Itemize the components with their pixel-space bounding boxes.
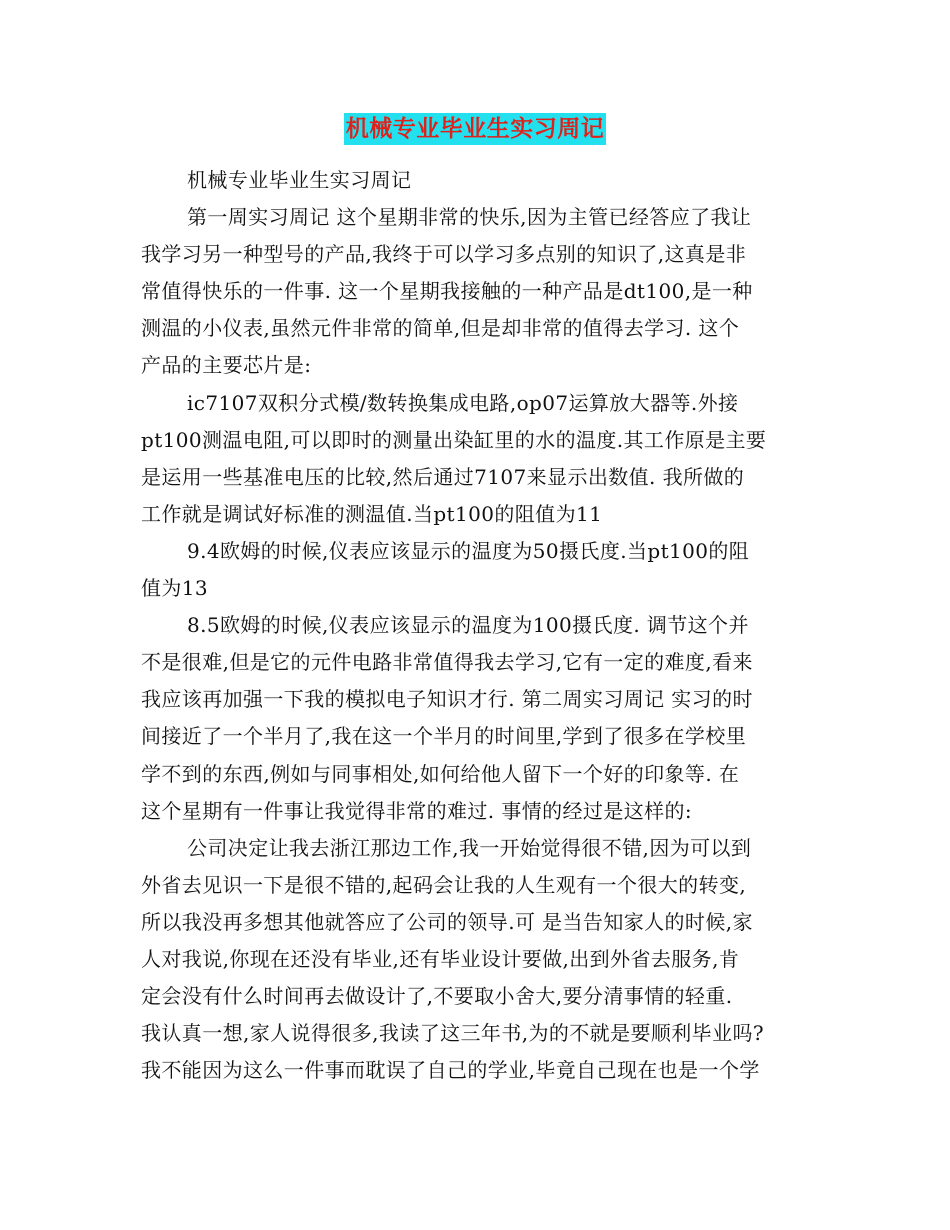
text-line: 公司决定让我去浙江那边工作,我一开始觉得很不错,因为可以到 [187, 835, 752, 860]
text-line: 不是很难,但是它的元件电路非常值得我去学习,它有一定的难度,看来 [141, 650, 753, 675]
text-line: 这个星期有一件事让我觉得非常的难过. 事情的经过是这样的: [141, 798, 693, 823]
document-body [141, 162, 831, 1089]
text-line: 我不能因为这么一件事而耽误了自己的学业,毕竟自己现在也是一个学 [141, 1058, 760, 1083]
text-line: 测温的小仪表,虽然元件非常的简单,但是却非常的值得去学习. 这个 [141, 316, 740, 341]
text-line: 间接近了一个半月了,我在这一个半月的时间里,学到了很多在学校里 [141, 724, 747, 749]
text-line: 我学习另一种型号的产品,我终于可以学习多点别的知识了,这真是非 [141, 242, 747, 267]
text-line: 工作就是调试好标准的测温值.当pt100的阻值为11 [141, 501, 603, 526]
text-line: pt100测温电阻,可以即时的测量出染缸里的水的温度.其工作原是主要 [141, 427, 767, 452]
text-line: 学不到的东西,例如与同事相处,如何给他人留下一个好的印象等. 在 [141, 761, 740, 786]
text-line: 产品的主要芯片是: [141, 353, 312, 378]
document-title: 机械专业毕业生实习周记 [344, 113, 607, 145]
text-line: 9.4欧姆的时候,仪表应该显示的温度为50摄氏度.当pt100的阻 [187, 538, 750, 563]
text-line: 我应该再加强一下我的模拟电子知识才行. 第二周实习周记 实习的时 [141, 687, 753, 712]
text-line: 我认真一想,家人说得很多,我读了这三年书,为的不就是要顺利毕业吗? [141, 1021, 764, 1046]
text-line: 是运用一些基准电压的比较,然后通过7107来显示出数值. 我所做的 [141, 464, 745, 489]
text-line: ic7107双积分式模/数转换集成电路,op07运算放大器等.外接 [187, 390, 739, 415]
text-line: 第一周实习周记 这个星期非常的快乐,因为主管已经答应了我让 [187, 205, 752, 230]
text-line: 外省去见识一下是很不错的,起码会让我的人生观有一个很大的转变, [141, 872, 747, 897]
text-line: 定会没有什么时间再去做设计了,不要取小舍大,要分清事情的轻重. [141, 984, 733, 1009]
text-line: 8.5欧姆的时候,仪表应该显示的温度为100摄氏度. 调节这个并 [187, 613, 749, 638]
text-line: 常值得快乐的一件事. 这一个星期我接触的一种产品是dt100,是一种 [141, 279, 753, 304]
title-area [0, 113, 950, 145]
text-line: 所以我没再多想其他就答应了公司的领导.可 是当告知家人的时候,家 [141, 909, 753, 934]
text-line: 值为13 [141, 576, 209, 601]
text-line: 人对我说,你现在还没有毕业,还有毕业设计要做,出到外省去服务,肯 [141, 946, 740, 971]
text-line: 机械专业毕业生实习周记 [187, 168, 412, 192]
